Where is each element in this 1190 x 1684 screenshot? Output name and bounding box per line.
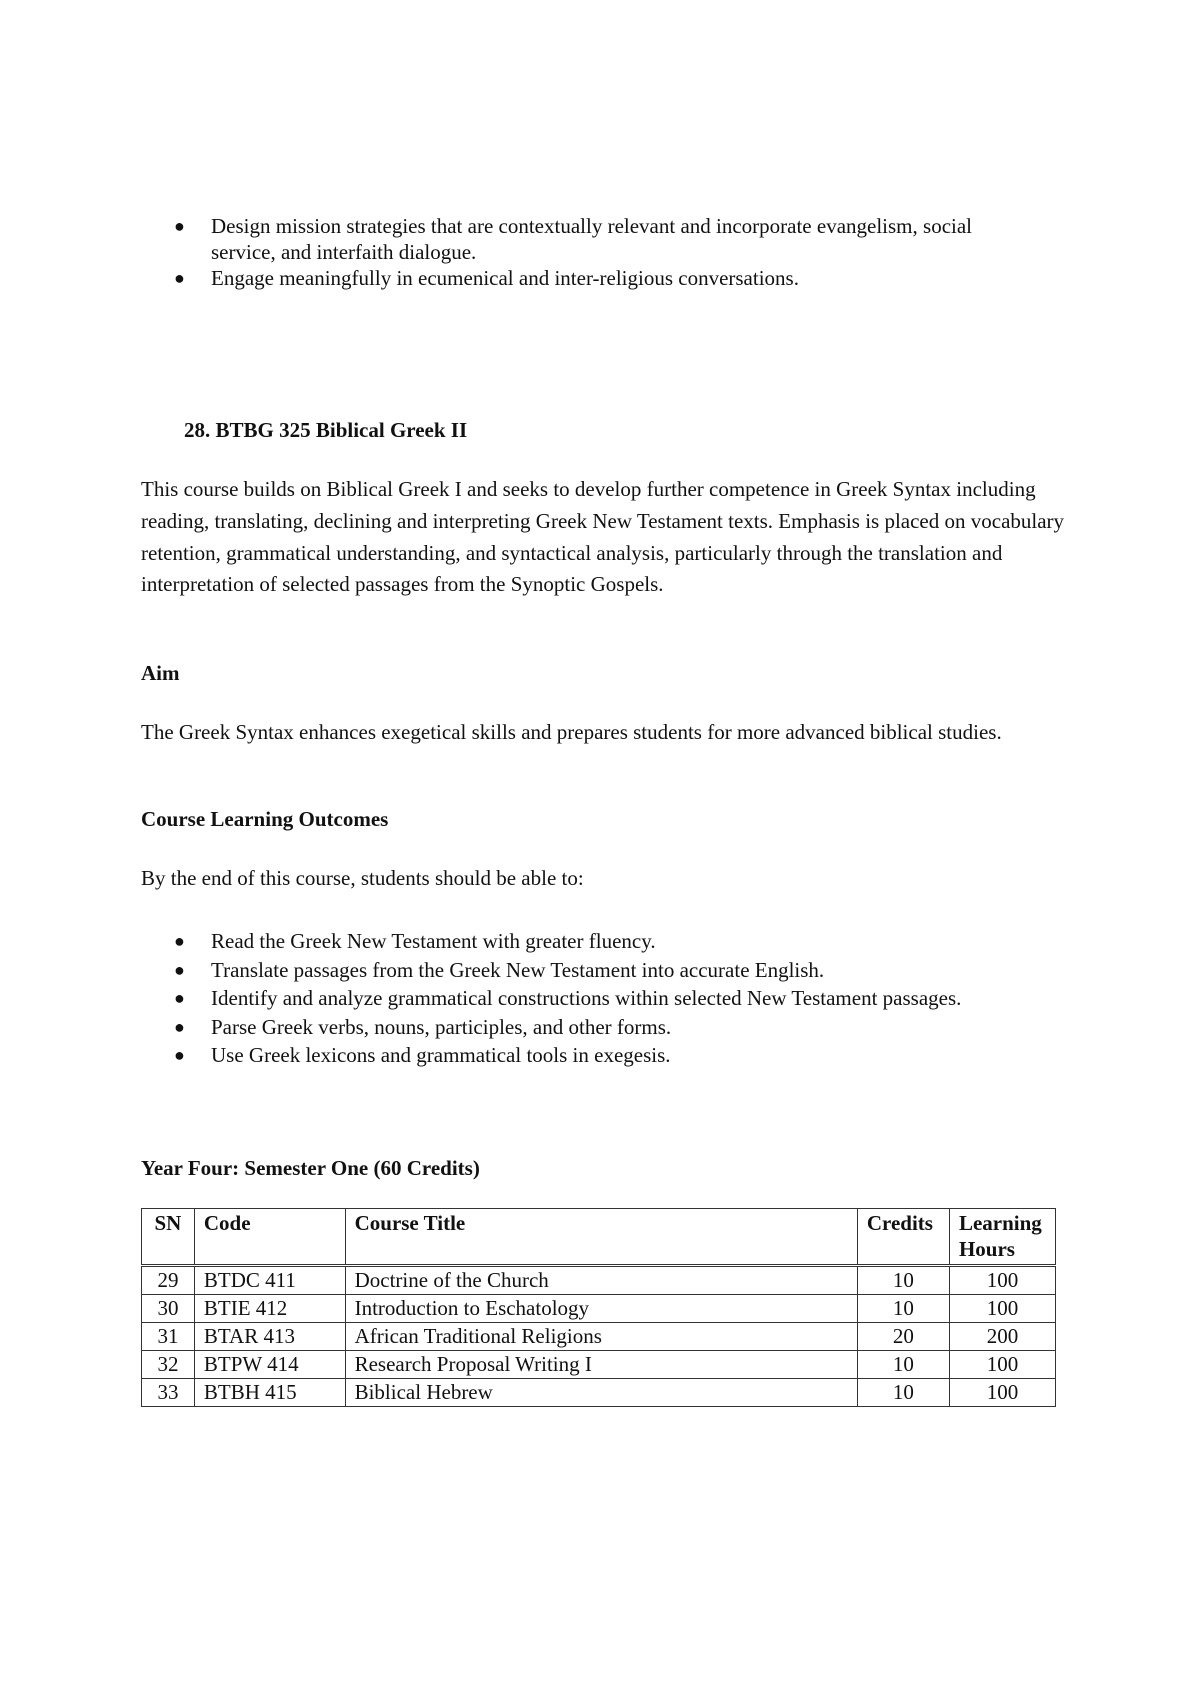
column-header-title: Course Title — [345, 1209, 857, 1266]
course-heading: 28. BTBG 325 Biblical Greek II — [184, 418, 468, 442]
bullet-icon: ● — [174, 988, 185, 1009]
cell-sn: 33 — [142, 1379, 195, 1407]
cell-sn: 29 — [142, 1266, 195, 1295]
cell-title: Introduction to Eschatology — [345, 1295, 857, 1323]
outcomes-intro: By the end of this course, students should be able to: — [141, 866, 584, 890]
table-row — [142, 1351, 1056, 1379]
list-item: ● Design mission strategies that are contextually relevant and incorporate evangelism, social service, and interfaith dialogue. — [174, 214, 973, 264]
list-item: ● Parse Greek verbs, nouns, participles, and other forms. — [141, 1013, 1101, 1042]
cell-code: BTAR 413 — [194, 1323, 345, 1351]
bullet-icon: ● — [174, 1045, 185, 1066]
list-item: ● Use Greek lexicons and grammatical tools in exegesis. — [141, 1041, 1101, 1070]
table-header-row — [142, 1209, 1056, 1266]
cell-sn: 32 — [142, 1351, 195, 1379]
cell-sn: 30 — [142, 1295, 195, 1323]
cell-credits: 20 — [857, 1323, 949, 1351]
table-row — [142, 1323, 1056, 1351]
aim-heading: Aim — [141, 661, 180, 685]
bullet-icon: ● — [174, 268, 185, 288]
list-item: ● Engage meaningfully in ecumenical and inter-religious conversations. — [174, 266, 799, 290]
column-header-credits: Credits — [857, 1209, 949, 1266]
cell-code: BTBH 415 — [194, 1379, 345, 1407]
column-header-sn: SN — [142, 1209, 195, 1266]
cell-sn: 31 — [142, 1323, 195, 1351]
cell-credits: 10 — [857, 1266, 949, 1295]
cell-code: BTIE 412 — [194, 1295, 345, 1323]
cell-hours: 100 — [949, 1379, 1055, 1407]
column-header-hours: Learning Hours — [949, 1209, 1055, 1266]
bullet-icon: ● — [174, 1016, 185, 1037]
list-item: ● Identify and analyze grammatical constructions within selected New Testament passages. — [141, 984, 1101, 1013]
cell-hours: 100 — [949, 1295, 1055, 1323]
cell-title: Research Proposal Writing I — [345, 1351, 857, 1379]
cell-code: BTPW 414 — [194, 1351, 345, 1379]
bullet-icon: ● — [174, 216, 185, 236]
table-row — [142, 1295, 1056, 1323]
column-header-code: Code — [194, 1209, 345, 1266]
list-item: ● Translate passages from the Greek New Testament into accurate English. — [141, 956, 1101, 985]
cell-credits: 10 — [857, 1379, 949, 1407]
bullet-icon: ● — [174, 959, 185, 980]
semester-heading: Year Four: Semester One (60 Credits) — [141, 1156, 480, 1180]
table-row — [142, 1266, 1056, 1295]
cell-credits: 10 — [857, 1295, 949, 1323]
cell-hours: 200 — [949, 1323, 1055, 1351]
course-description: This course builds on Biblical Greek I and seeks to develop further competence in Greek Syntax including reading, translating, declining and interpreting Greek New Testament texts. Emphasis is placed on vocabulary retention, grammatical understanding, and syntactical analysis, particularly through the translation and interpretation of selected passages from the Synoptic Gospels. — [141, 477, 1065, 597]
cell-code: BTDC 411 — [194, 1266, 345, 1295]
outcomes-heading: Course Learning Outcomes — [141, 807, 389, 831]
table-row — [142, 1379, 1056, 1407]
mission-outcomes-list — [141, 213, 1041, 291]
cell-hours: 100 — [949, 1266, 1055, 1295]
cell-title: Biblical Hebrew — [345, 1379, 857, 1407]
bullet-icon: ● — [174, 931, 185, 951]
cell-title: Doctrine of the Church — [345, 1266, 857, 1295]
aim-text: The Greek Syntax enhances exegetical skills and prepares students for more advanced biblical studies. — [141, 720, 1002, 744]
semester-course-table — [141, 1208, 1056, 1407]
cell-title: African Traditional Religions — [345, 1323, 857, 1351]
learning-outcomes-list — [141, 927, 1101, 1070]
list-item: ● Read the Greek New Testament with greater fluency. — [141, 927, 1101, 956]
cell-hours: 100 — [949, 1351, 1055, 1379]
cell-credits: 10 — [857, 1351, 949, 1379]
